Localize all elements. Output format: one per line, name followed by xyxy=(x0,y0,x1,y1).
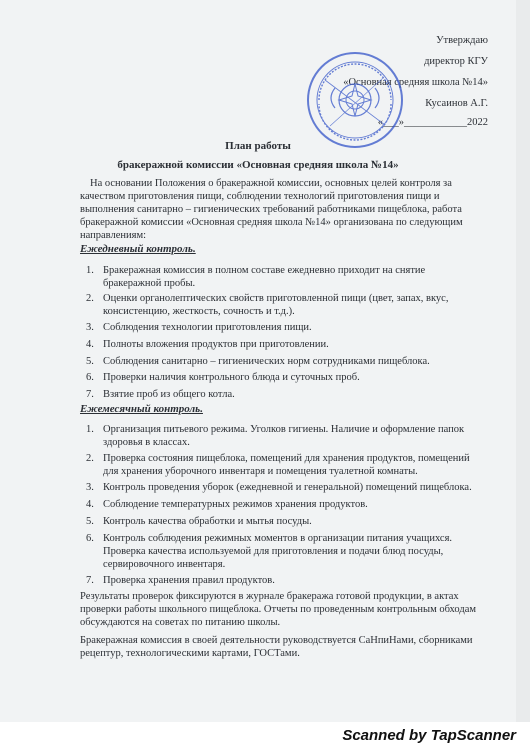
item-text: Соблюдения технологии приготовления пищи. xyxy=(103,322,312,333)
item-text: Проверки наличия контрольного блюда и суточных проб. xyxy=(103,372,360,383)
item-number: 7. xyxy=(86,389,94,400)
item-text: Проверка хранения правил продуктов. xyxy=(103,575,275,586)
item-text: Соблюдение температурных режимов хранения продуктов. xyxy=(103,499,368,510)
daily-control-heading: Ежедневный контроль. xyxy=(80,243,196,255)
item-number: 1. xyxy=(86,424,94,435)
item-text: Оценки органолептических свойств приготовленной пищи (цвет, запах, вкус, консистенцию, жесткость, сочность и т.д.). xyxy=(103,293,449,317)
item-number: 6. xyxy=(86,372,94,383)
item-text: Организация питьевого режима. Уголков гигиены. Наличие и оформление папок здоровья в классах. xyxy=(103,424,465,448)
plan-subtitle: бракеражной комиссии «Основная средняя школа №14» xyxy=(117,159,399,171)
item-number: 3. xyxy=(86,482,94,493)
item-text: Проверка состояния пищеблока, помещений для хранения продуктов, помещений для хранения уборочного инвентаря и помещения туалетной комнаты. xyxy=(103,453,470,477)
item-number: 7. xyxy=(86,575,94,586)
item-text: Контроль качества обработки и мытья посуды. xyxy=(103,516,312,527)
item-number: 5. xyxy=(86,516,94,527)
item-number: 5. xyxy=(86,356,94,367)
item-text: Взятие проб из общего котла. xyxy=(103,389,235,400)
item-text: Соблюдения санитарно – гигиенических норм сотрудниками пищеблока. xyxy=(103,356,430,367)
item-number: 6. xyxy=(86,533,94,544)
approval-line-1: Утверждаю xyxy=(436,35,488,46)
monthly-control-heading: Ежемесячный контроль. xyxy=(80,403,203,415)
scanner-watermark: Scanned by TapScanner xyxy=(342,727,516,744)
item-number: 2. xyxy=(86,453,94,464)
item-number: 4. xyxy=(86,339,94,350)
item-number: 3. xyxy=(86,322,94,333)
item-text: Контроль соблюдения режимных моментов в организации питания учащихся. Проверка качества используемой для приготовления и подачи блюд посуды, сервировочного инвентаря. xyxy=(103,533,453,570)
seal-stamp-icon xyxy=(305,50,405,150)
item-text: Контроль проведения уборок (ежедневной и генеральной) помещений пищеблока. xyxy=(103,482,472,493)
item-text: Полноты вложения продуктов при приготовлении. xyxy=(103,339,329,350)
approval-line-4: Кусаинов А.Г. xyxy=(425,98,488,109)
item-text: Бракеражная комиссия в полном составе ежедневно приходит на снятие бракеражной пробы. xyxy=(103,265,426,289)
item-number: 2. xyxy=(86,293,94,304)
footer-bar xyxy=(0,722,530,750)
plan-title: План работы xyxy=(225,140,291,152)
approval-date-line: «___»____________2022 xyxy=(377,117,488,128)
guidance-paragraph: Бракеражная комиссия в своей деятельности руководствуется СаНпиНами, сборниками рецептур, технологическими картами, ГОСТами. xyxy=(80,635,473,659)
results-paragraph: Результаты проверок фиксируются в журнале бракеража готовой продукции, в актах проверки работы школьного пищеблока. Отчеты по проведенным контрольным обходам обсуждаются на советах по питанию школы. xyxy=(80,591,476,628)
item-number: 4. xyxy=(86,499,94,510)
approval-line-2: директор КГУ xyxy=(424,56,488,67)
scan-edge xyxy=(516,0,530,722)
approval-line-3: «Основная средняя школа №14» xyxy=(343,77,488,88)
intro-paragraph: На основании Положения о бракеражной комиссии, основных целей контроля за качеством приготовления пищи, соблюдении технологий приготовления пищи и выполнения санитарно – гигиенических требований работниками пищеблока, работа бракеражной комиссии «Основная средняя школа №14» организована по следующим направлениям: xyxy=(80,178,463,241)
item-number: 1. xyxy=(86,265,94,276)
